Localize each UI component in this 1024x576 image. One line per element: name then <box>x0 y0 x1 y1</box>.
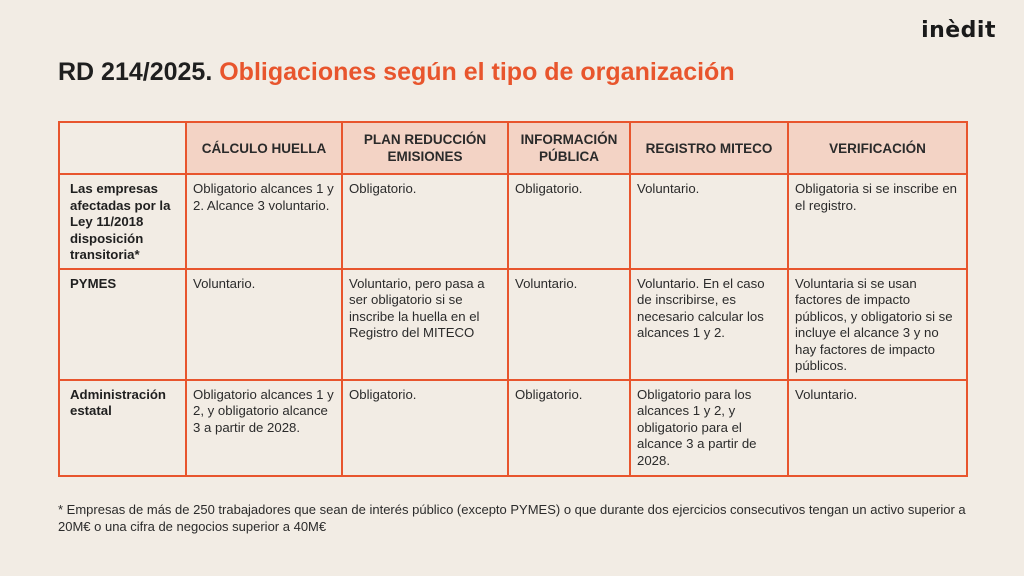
column-header-calculo-huella: CÁLCULO HUELLA <box>186 122 342 174</box>
table-cell: Obligatorio alcances 1 y 2, y obligatorio alcance 3 a partir de 2028. <box>186 380 342 476</box>
table-row <box>59 380 967 476</box>
table-row <box>59 269 967 380</box>
row-label-administracion-estatal: Administración estatal <box>59 380 186 476</box>
table-cell: Obligatoria si se inscribe en el registro. <box>788 174 967 269</box>
table-cell: Voluntario. En el caso de inscribirse, es necesario calcular los alcances 1 y 2. <box>630 269 788 380</box>
table-row <box>59 174 967 269</box>
row-label-pymes: PYMES <box>59 269 186 380</box>
table-cell: Obligatorio. <box>342 174 508 269</box>
title-lead: RD 214/2025. <box>58 58 213 86</box>
table-cell: Obligatorio. <box>508 380 630 476</box>
table-cell: Voluntario, pero pasa a ser obligatorio si se inscribe la huella en el Registro del MITECO <box>342 269 508 380</box>
obligations-table <box>58 121 968 477</box>
column-header-registro-miteco: REGISTRO MITECO <box>630 122 788 174</box>
table-cell: Obligatorio. <box>342 380 508 476</box>
table-cell: Voluntario. <box>788 380 967 476</box>
table-cell: Voluntaria si se usan factores de impacto públicos, y obligatorio si se incluye el alcance 3 y no hay factores de impacto públicos. <box>788 269 967 380</box>
row-label-empresas-afectadas: Las empresas afectadas por la Ley 11/2018 disposición transitoria* <box>59 174 186 269</box>
page-title <box>58 58 735 87</box>
table-cell: Obligatorio para los alcances 1 y 2, y obligatorio para el alcance 3 a partir de 2028. <box>630 380 788 476</box>
column-header-plan-reduccion: PLAN REDUCCIÓN EMISIONES <box>342 122 508 174</box>
brand-logo: inèdit <box>921 18 996 43</box>
footnote: * Empresas de más de 250 trabajadores que sean de interés público (excepto PYMES) o que durante dos ejercicios consecutivos tengan un activo superior a 20M€ o una cifra de negocios superior a 40M€ <box>58 502 966 534</box>
table-cell: Obligatorio alcances 1 y 2. Alcance 3 voluntario. <box>186 174 342 269</box>
title-accent: Obligaciones según el tipo de organización <box>219 58 735 86</box>
column-header-verificacion: VERIFICACIÓN <box>788 122 967 174</box>
table-header-row <box>59 122 967 174</box>
table-cell: Voluntario. <box>630 174 788 269</box>
table-cell: Voluntario. <box>508 269 630 380</box>
table-cell: Obligatorio. <box>508 174 630 269</box>
table-corner-cell <box>59 122 186 174</box>
column-header-informacion-publica: INFORMACIÓN PÚBLICA <box>508 122 630 174</box>
table-cell: Voluntario. <box>186 269 342 380</box>
